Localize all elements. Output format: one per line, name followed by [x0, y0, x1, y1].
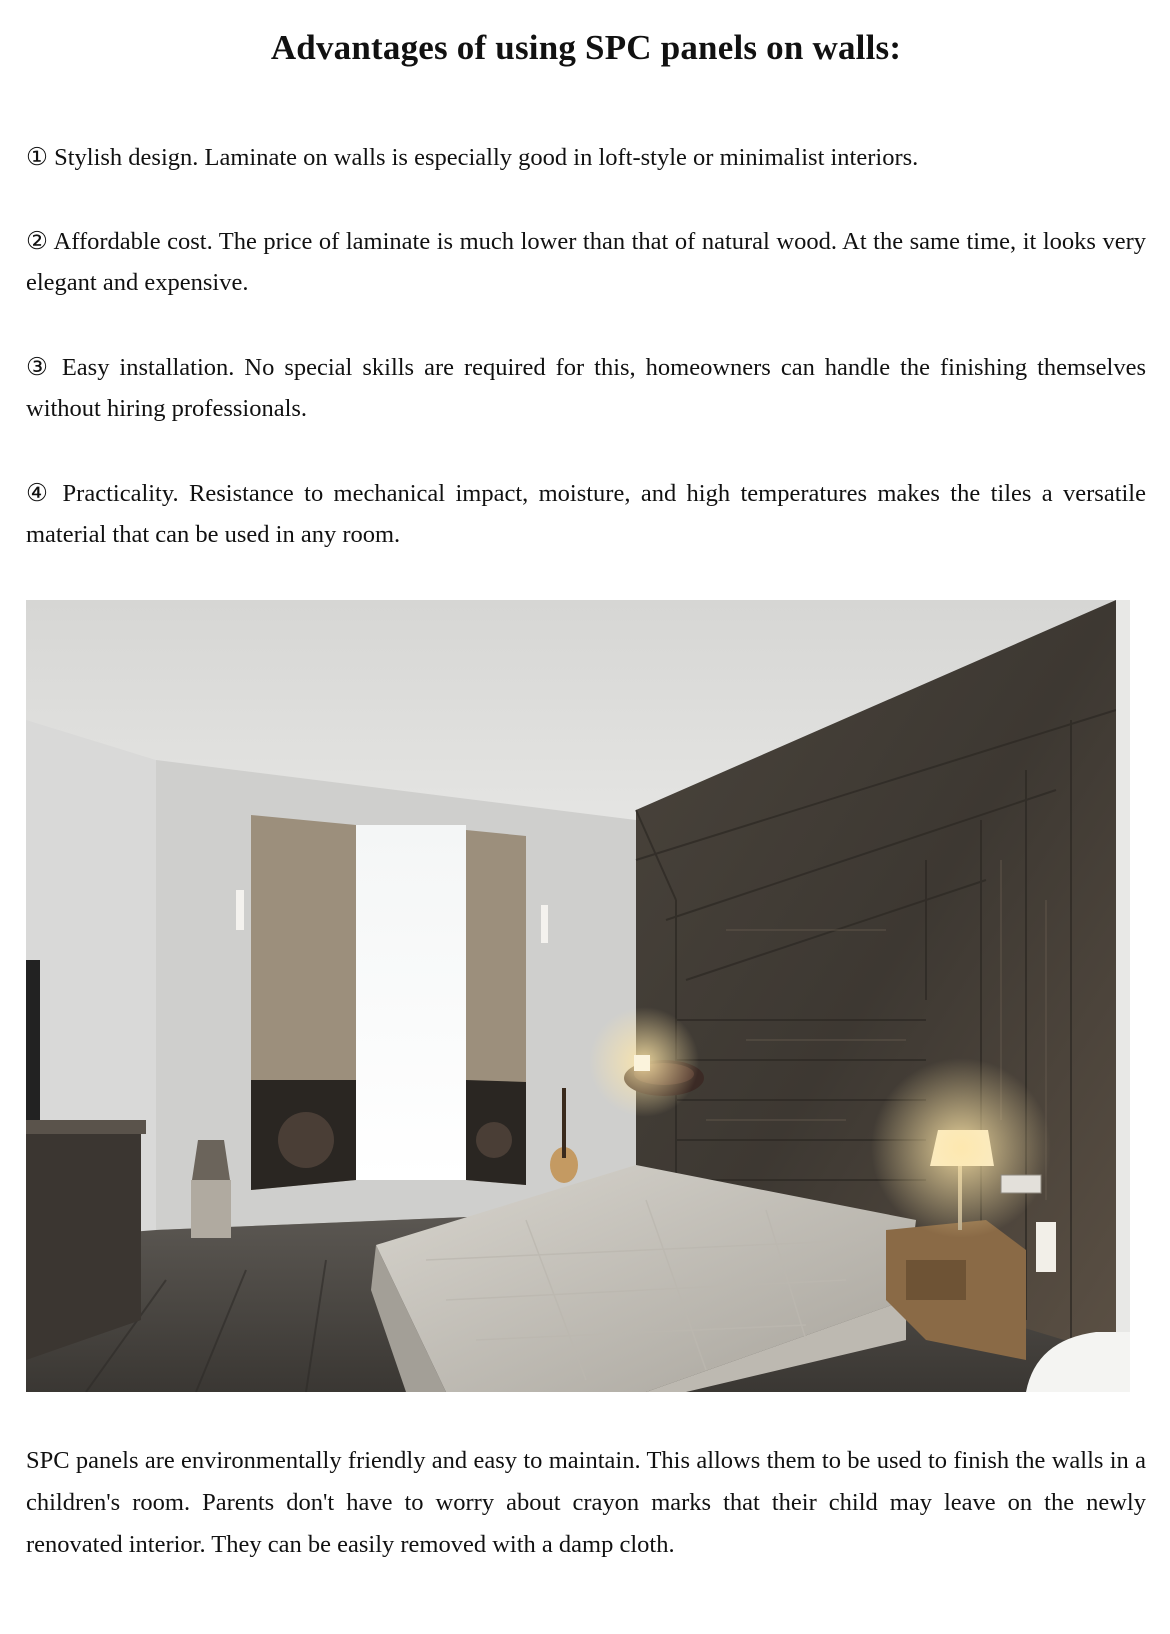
advantage-item-2: ② Affordable cost. The price of laminate is much lower than that of natural wood. At the same time, it looks very elegant and expensive. [26, 228, 1146, 296]
closing-paragraph: SPC panels are environmentally friendly and easy to maintain. This allows them to be used to finish the walls in a children's room. Parents don't have to worry about crayon marks that their child may leave on the newly renovated interior. They can be easily removed with a damp cloth. [26, 1447, 1146, 1558]
bedroom-photo [26, 600, 1130, 1392]
advantage-item-4: ④ Practicality. Resistance to mechanical impact, moisture, and high temperatures makes the tiles a versatile material that can be used in any room. [26, 480, 1146, 548]
advantage-item-3: ③ Easy installation. No special skills are required for this, homeowners can handle the finishing themselves without hiring professionals. [26, 354, 1146, 422]
page-title: Advantages of using SPC panels on walls: [270, 28, 902, 67]
advantage-item-1: ① Stylish design. Laminate on walls is especially good in loft-style or minimalist interiors. [26, 144, 919, 171]
